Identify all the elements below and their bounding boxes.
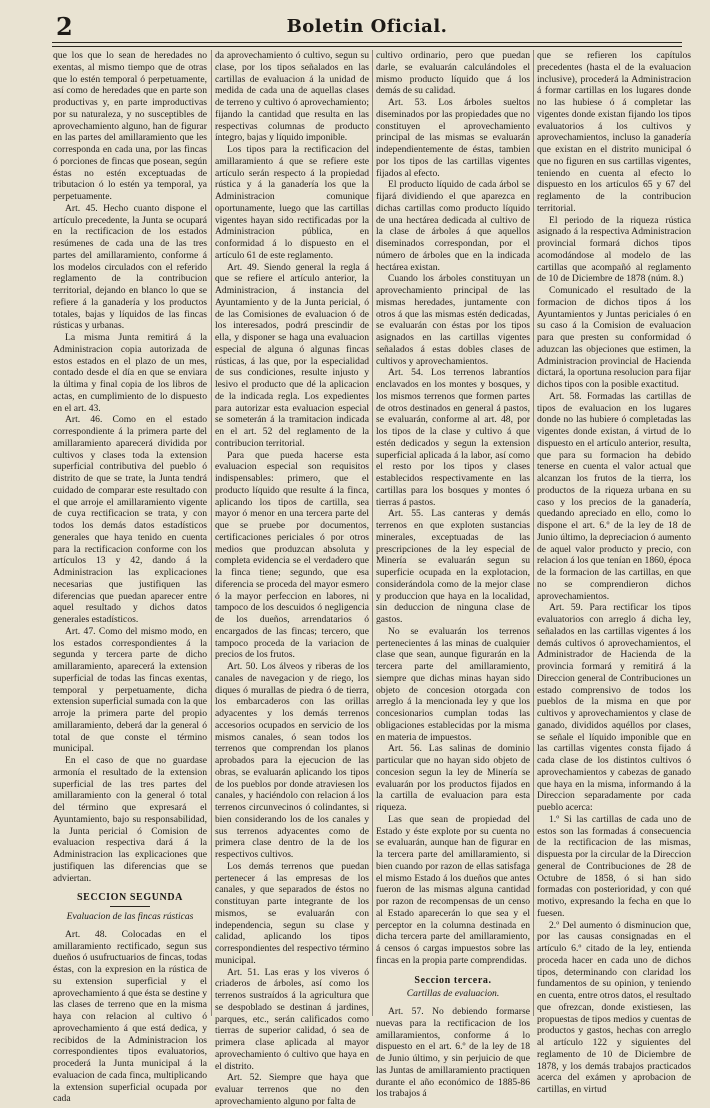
text-column-2 bbox=[215, 50, 369, 1107]
article-50: Art. 50. Los álveos y riberas de los canales de navegacion y de riego, los diques ó murallas de piedra ó de tierra, los embarcaderos con las orillas adyacentes y los demás terrenos accesorios ocupados en servicio de los mismos canales, ó sean todos los terrenos que comprendan los planos aprobados para la ejecucion de las obras, se evaluarán aplicando los tipos de los pueblos por donde atraviesen los canales, y haciéndolo con relacion á los terrenos circunvecinos ó colindantes, si bien considerando los de los canales y sus terrenos adyacentes como de primera clase dentro de la de los respectivos cultivos. bbox=[215, 661, 369, 860]
section-heading: SECCION SEGUNDA bbox=[77, 892, 183, 904]
paragraph: que se refieren los capítulos precedentes (hasta el de la evaluacion inclusive), procederá la Administracion á formar cartillas en los lugares donde no las hubiese ó á completar las vigentes donde existan fijando los tipos evaluatorios á los cultivos y aprovechamientos, incluso la ganadería que existan en el distrito municipal ó que no figuren en sus cartillas vigentes, teniendo en cuenta al efecto lo dispuesto en los artículos 65 y 67 del reglamento de la contribucion territorial. bbox=[537, 50, 691, 214]
page-header bbox=[52, 8, 682, 44]
journal-title: Boletin Oficial. bbox=[286, 16, 448, 37]
article-59: Art. 59. Para rectificar los tipos evaluatorios con arreglo á dicha ley, señalados en las cartillas vigentes á los demás cultivos ó aprovechamientos, el Administrador de Hacienda de la provincia formará y remitirá á la Direccion general de Contribuciones un estado comprensivo de todos los pueblos de la misma en que por cultivos y aprovechamientos y clase de ganado, divididos aquéllos por clases, se señale el líquido imponible que en las cartillas vigentes consta fijado á cada clase de los distintos cultivos ó aprovechamientos y cabezas de ganado que haya en la misma, informando á la Direccion separadamente por cada pueblo acerca: bbox=[537, 602, 691, 813]
article-53: Art. 53. Los árboles sueltos diseminados por las propiedades que no constituyen el aprovechamiento principal de las mismas se evaluarán independientemente de éstas, tambien por los tipos de las cartillas vigentes fijados al efecto. bbox=[376, 97, 530, 179]
list-item: 1.º Si las cartillas de cada uno de estos son las formadas á consecuencia de la rectificacion de las mismas, dispuesta por la circular de la Direccion general de Contribuciones de 28 de Octubre de 1858, ó si han sido formadas con posterioridad, y con qué motivo, expresando la fecha en que lo fuesen. bbox=[537, 813, 691, 919]
column-divider bbox=[533, 50, 534, 1016]
paragraph: Las que sean de propiedad del Estado y éste explote por su cuenta no se evaluarán, aunque han de figurar en la tercera parte del amillaramiento, si bien cuando por razon de ellas satisfaga el mismo Estado á los dueños que antes fueron de las mismas alguna cantidad por razon de recompensas de un censo al Estado aparecerán lo que sea y el perceptor en la columna destinada en dicha tercera parte del amillaramiento, á censos ó cargas impuestos sobre las fincas en la propia parte comprendidas. bbox=[376, 813, 530, 966]
paragraph: El periodo de la riqueza rústica asignado á la respectiva Administracion provincial formará dichos tipos acomodándose al modelo de las cartillas que acompañó al reglamento de 10 de Diciembre de 1878 (núm. 8.) bbox=[537, 214, 691, 285]
paragraph: Para que pueda hacerse esta evaluacion especial son requisitos indispensables: primero, que el producto líquido que resulte á la finca, aplicando los tipos de cartilla, sea mayor ó menor en una tercera parte del que se pruebe por documentos, certificaciones periciales ó por otros medios que produzcan absoluta y completa evidencia se el verdadero que la finca tiene; segundo, que esa diferencia se proceda del mayor esmero ó la mayor perfeccion en labores, ni tampoco de los descuidos ó negligencia de los dueños, arrendatarios ó encargados de las fincas; tercero, que tampoco proceda de la variacion de precios de los frutos. bbox=[215, 449, 369, 661]
article-51: Art. 51. Las eras y los viveros ó criaderos de árboles, así como los terrenos sustraídos á la agricultura que se despoblado se destinan á jardines, parques, etc., serán calificados como tierras de superior calidad, ó sea de primera clase aplicada al mayor aprovechamiento ó cultivo que haya en el distrito. bbox=[215, 966, 369, 1072]
paragraph: que los que lo sean de heredades no exentas, al mismo tiempo que de otras que lo estén temporal ó perpetuamente, así como de heredades que en parte son productivas y, en parte improductivas por su naturaleza, y no susceptibles de aprovechamiento alguno, han de figurar en las partes del amillaramiento que les corresponda en cada una, por las fincas ó porciones de fincas que posean, según éstas no estén exceptuadas de tributacion ó lo estén ya temporal, ya perpetuamente. bbox=[53, 50, 207, 202]
paragraph: En el caso de que no guardase armonía el resultado de la extension superficial de las tres partes del amillaramiento con la general ó total del término que expresará el Ayuntamiento, bajo su responsabilidad, la Junta pericial ó Comision de evaluacion respectiva dará á la Administracion las explicaciones que justifiquen las diferencias que se adviertan. bbox=[53, 755, 207, 884]
article-48: Art. 48. Colocadas en el amillaramiento rectificado, segun sus dueños ó usufructuarios de fincas, todas éstas, con la expresion en la rústica de su extension superficial y el aprovechamiento á que ésta se destine y las clases de terreno que en la misma haya con relacion al cultivo ó aprovechamiento á que está dedica, y recibidos de la Administracion los correspondientes tipos evaluatorios, procederá la Junta municipal á la evaluacion de cada finca, multiplicando la extension superficial ocupada por cada bbox=[53, 928, 207, 1105]
article-56: Art. 56. Las salinas de dominio particular que no hayan sido objeto de concesion segun la ley de Minería se evaluarán por los productos fijados en la cartilla de evaluacion para esta riqueza. bbox=[376, 743, 530, 813]
article-55: Art. 55. Las canteras y demás terrenos en que exploten sustancias minerales, exceptuadas de las prescripciones de la ley especial de Minería se evaluarán segun su superficie ocupada en la explotacion, considerándola como de la mejor clase y produccion que haya en la localidad, sin deduccion de ninguna clase de gastos. bbox=[376, 508, 530, 625]
article-49: Art. 49. Siendo general la regla á que se refiere el artículo anterior, la Administracion, á instancia del Ayuntamiento y de la Junta pericial, ó de las Comisiones de evaluacion ó de los interesados, podrá prescindir de ella, y disponer se haga una evaluacion especial de alguna ó algunas fincas rústicas, á las que, por la especialidad de sus condiciones, resulte injusto y lesivo el producto que dé la aplicacion de la indicada regla. Los expedientes para autorizar esta evaluacion especial se someterán á la tramitacion indicada en el art. 52 del reglamento de la contribucion territorial. bbox=[215, 261, 369, 449]
section-heading: Seccion tercera. bbox=[414, 974, 492, 986]
section-rule bbox=[110, 906, 150, 907]
header-rule-top bbox=[52, 42, 682, 43]
paragraph: Los tipos para la rectificacion del amillaramiento á que se refiere este artículo serán respecto á la propiedad rústica y á la ganadería los que la Administracion comunique oportunamente, luego que las cartillas vigentes hayan sido rectificadas por la Administracion pública, en conformidad á lo dispuesto en el artículo 61 de este reglamento. bbox=[215, 144, 369, 261]
text-column-1 bbox=[53, 50, 207, 1105]
paragraph: Cuando los árboles constituyan un aprovechamiento principal de las mismas heredades, juntamente con otros á que las mismas estén dedicadas, se evaluarán con éstas por los tipos asignados en las cartillas vigentes señalados á estas dobles clases de cultivos y aprovechamientos. bbox=[376, 273, 530, 367]
column-divider bbox=[211, 50, 212, 1016]
text-column-4 bbox=[537, 50, 691, 1095]
list-item: 2.º Del aumento ó disminucion que, por las causas consignadas en el artículo 6.º citado de la ley, entienda proceda hacer en cada uno de dichos tipos, determinando con claridad los fundamentos de su opinion, y teniendo en cuenta, entre otros datos, el resultado que ofrezcan, donde existiesen, las propuestas de tipos medios y cuentas de productos y gastos, hechas con arreglo al artículo 122 y siguientes del reglamento de 10 de Diciembre de 1878, y los demás trabajos practicados acerca del exámen y aprobacion de cartillas, en virtud bbox=[537, 919, 691, 1095]
article-52: Art. 52. Siempre que haya que evaluar terrenos que no den aprovechamiento alguno por falta de bbox=[215, 1072, 369, 1107]
article-46: Art. 46. Como en el estado correspondiente á la primera parte del amillaramiento aparecerá dividida por cultivos y clases toda la extension superficial contributiva del pueblo ó distrito de que se trate, la Junta tendrá cuidado de comparar este resultado con el que arroje el amillaramiento vigente de cuya rectificacion se trata, y con todos los demás datos estadísticos generales que haya tenido en cuenta para la rectificacion conforme con los artículos 13 y 42, dando á la Administracion las explicaciones necesarias que justifiquen las diferencias que puedan aparecer entre aquel resultado y dichos datos generales estadísticos. bbox=[53, 414, 207, 625]
header-rule-bottom bbox=[52, 46, 682, 47]
article-57: Art. 57. No debiendo formarse nuevas para la rectificacion de los amillaramientos, conforme á lo dispuesto en el art. 6.º de la ley de 18 de Junio último, y sin perjuicio de que las Juntas de amillaramiento practiquen durante el año económico de 1885-86 los trabajos á bbox=[376, 1006, 530, 1100]
section-subtitle: Cartillas de evaluacion. bbox=[406, 988, 500, 1000]
paragraph: Los demás terrenos que puedan pertenecer á las empresas de los canales, y que separados de éstos no constituyan parte integrante de los mismos, se evaluarán con independencia, segun su clase y calidad, aplicando los tipos correspondientes del respectivo término municipal. bbox=[215, 860, 369, 966]
section-subtitle: Evaluacion de las fincas rústicas bbox=[66, 911, 194, 922]
text-column-3 bbox=[376, 50, 530, 1100]
column-divider bbox=[372, 50, 373, 1016]
paragraph: No se evaluarán los terrenos pertenecientes á las minas de cualquier clase que sean, aunque figurarán en la tercera parte del amillaramiento, siempre que dichas minas hayan sido objeto de concesion otorgada con arreglo á la mencionada ley y que los concesionarios cumplan todas las obligaciones establecidas por la misma en materia de impuestos. bbox=[376, 625, 530, 743]
article-47: Art. 47. Como del mismo modo, en los estados correspondientes á la segunda y tercera parte de dicho amillaramiento, aparecerá la extension superficial de todas las fincas exentas, temporal y perpetuamente, dicha extension superficial sumada con la que arroje la primera parte del propio amillaramiento, deberá dar la general ó total de que conste el término municipal. bbox=[53, 625, 207, 755]
page-number: 2 bbox=[56, 12, 73, 41]
paragraph: da aprovechamiento ó cultivo, segun su clase, por los tipos señalados en las cartillas de evaluacion á la unidad de medida de cada una de aquellas clases de terreno y cultivo ó aprovechamiento; fijando la cantidad que resulta en las respectivas columnas de producto íntegro, bajas y líquido imponible. bbox=[215, 50, 369, 144]
article-58: Art. 58. Formadas las cartillas de tipos de evaluacion en los lugares donde no las hubiere ó completadas las vigentes donde existan, á virtud de lo dispuesto en el artículo anterior, resulta, que para su formacion ha debido tenerse en cuenta el valor actual que alcanzan los frutos de la tierra, los productos de la riqueza urbana en su caso y los precios de la ganadería, quedando apreciado en ello, como lo dispone el art. 6.º de la ley de 18 de Junio último, la depreciacion ó aumento de aquel valor producto y precio, con relacion á los que tenían en 1860, época de la formacion de las cartillas, en que no se comprendieron dichos aprovechamientos. bbox=[537, 390, 691, 602]
paragraph: cultivo ordinario, pero que puedan darle, se evaluarán calculándoles el mismo producto líquido que á los demás de su calidad. bbox=[376, 50, 530, 97]
paragraph: El producto líquido de cada árbol se fijará dividiendo el que aparezca en dichas cartillas como producto líquido de una hectárea dedicada al cultivo de la clase de árboles á que aquellos diseminados correspondan, por el número de árboles que en la indicada hectárea existan. bbox=[376, 179, 530, 273]
paragraph: La misma Junta remitirá á la Administracion copia autorizada de estos estados en el plazo de un mes, contado desde el día en que se enviara la última y final copia de los libros de actas, en cumplimiento de lo dispuesto en el art. 43. bbox=[53, 332, 207, 414]
paragraph: Comunicado el resultado de la formacion de dichos tipos á los Ayuntamientos y Juntas periciales ó en su caso á la Comision de evaluacion para que presten su conformidad ó aduzcan las objeciones que estimen, la Administracion provincial de Hacienda dictará, la oportuna resolucion para fijar dichos tipos con la posible exactitud. bbox=[537, 285, 691, 390]
article-54: Art. 54. Los terrenos labrantíos enclavados en los montes y bosques, y los mismos terrenos que formen partes de otros destinados en general á pastos, se evaluarán, conforme al art. 48, por los tipos de la clase y cultivo á que estén dedicados y segun la extension superficial aplicada á la labor, así como el resto por los tipos y clases establecidos respectivamente en las cartillas para los bosques y montes ó tierras á pastos. bbox=[376, 367, 530, 508]
article-45: Art. 45. Hecho cuanto dispone el artículo precedente, la Junta se ocupará en la rectificacion de los estados resúmenes de cada una de las tres partes del amillaramiento, conforme á los modelos circulados con el referido reglamento de la contribucion territorial, dejando en blanco lo que se refiere á la ganadería y los productos totales, bajas y líquidos de las fincas rústicas y urbanas. bbox=[53, 202, 207, 332]
